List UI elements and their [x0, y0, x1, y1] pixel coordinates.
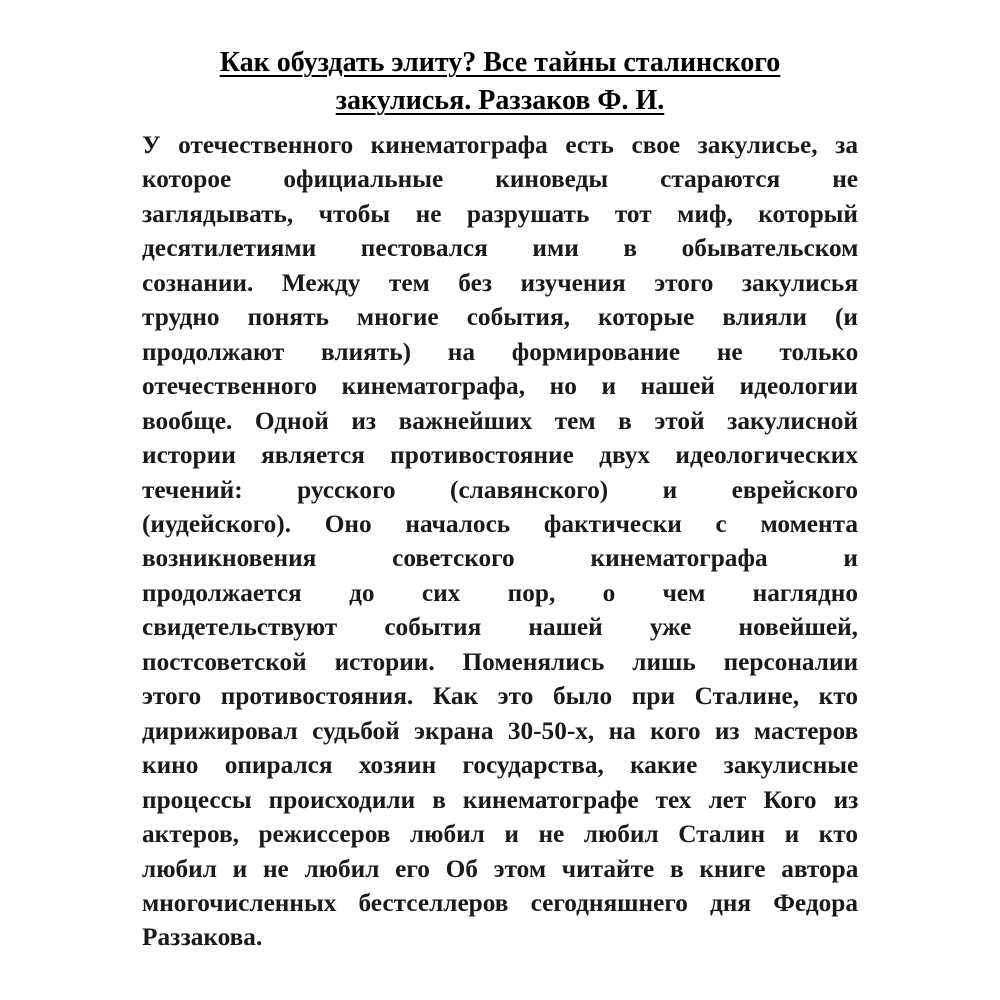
text-line: свидетельствуют события нашей уже новейшей, [142, 613, 858, 642]
text-line: течений: русского (славянского) и еврейского [142, 475, 858, 504]
text-line: дирижировал судьбой экрана 30-50-х, на кого из мастеров [142, 716, 859, 745]
text-line: отечественного кинематографа, но и нашей идеологии [142, 372, 858, 401]
description-text [142, 128, 858, 955]
text-line: постсоветской истории. Поменялись лишь персоналии [142, 647, 859, 676]
text-line: сознании. Между тем без изучения этого закулисья [142, 268, 858, 297]
text-line: этого противостояния. Как это было при Сталине, кто [142, 682, 858, 711]
text-line: трудно понять многие события, которые влияли (и [142, 303, 858, 332]
text-line: многочисленных бестселлеров сегодняшнего дня Федора [142, 888, 858, 917]
text-line: десятилетиями пестовался ими в обывательском [142, 234, 859, 263]
title-line: закулисья. Раззаков Ф. И. [335, 85, 665, 116]
text-line: продолжают влиять) на формирование не только [142, 337, 859, 366]
text-line: У отечественного кинематографа есть свое закулисье, за [142, 131, 858, 159]
title-line: Как обуздать элиту? Все тайны сталинского [219, 47, 781, 78]
text-line: возникновения советского кинематографа и [142, 544, 858, 573]
text-line: процессы происходили в кинематографе тех лет Кого из [142, 785, 859, 814]
text-line: (иудейского). Оно началось фактически с момента [142, 509, 858, 538]
text-line: Раззакова. [142, 923, 263, 952]
text-line: любил и не любил его Об этом читайте в книге автора [142, 854, 859, 883]
page-title [140, 44, 860, 120]
text-line: истории является противостояние двух идеологических [142, 441, 859, 470]
text-line: которое официальные киноведы стараются не [142, 165, 859, 194]
text-line: актеров, режиссеров любил и не любил Сталин и кто [142, 820, 858, 849]
text-line: заглядывать, чтобы не разрушать тот миф, который [142, 199, 858, 228]
text-line: кино опирался хозяин государства, какие закулисные [142, 751, 859, 780]
text-line: вообще. Одной из важнейших тем в этой закулисной [142, 406, 858, 435]
text-line: продолжается до сих пор, о чем наглядно [142, 578, 858, 607]
